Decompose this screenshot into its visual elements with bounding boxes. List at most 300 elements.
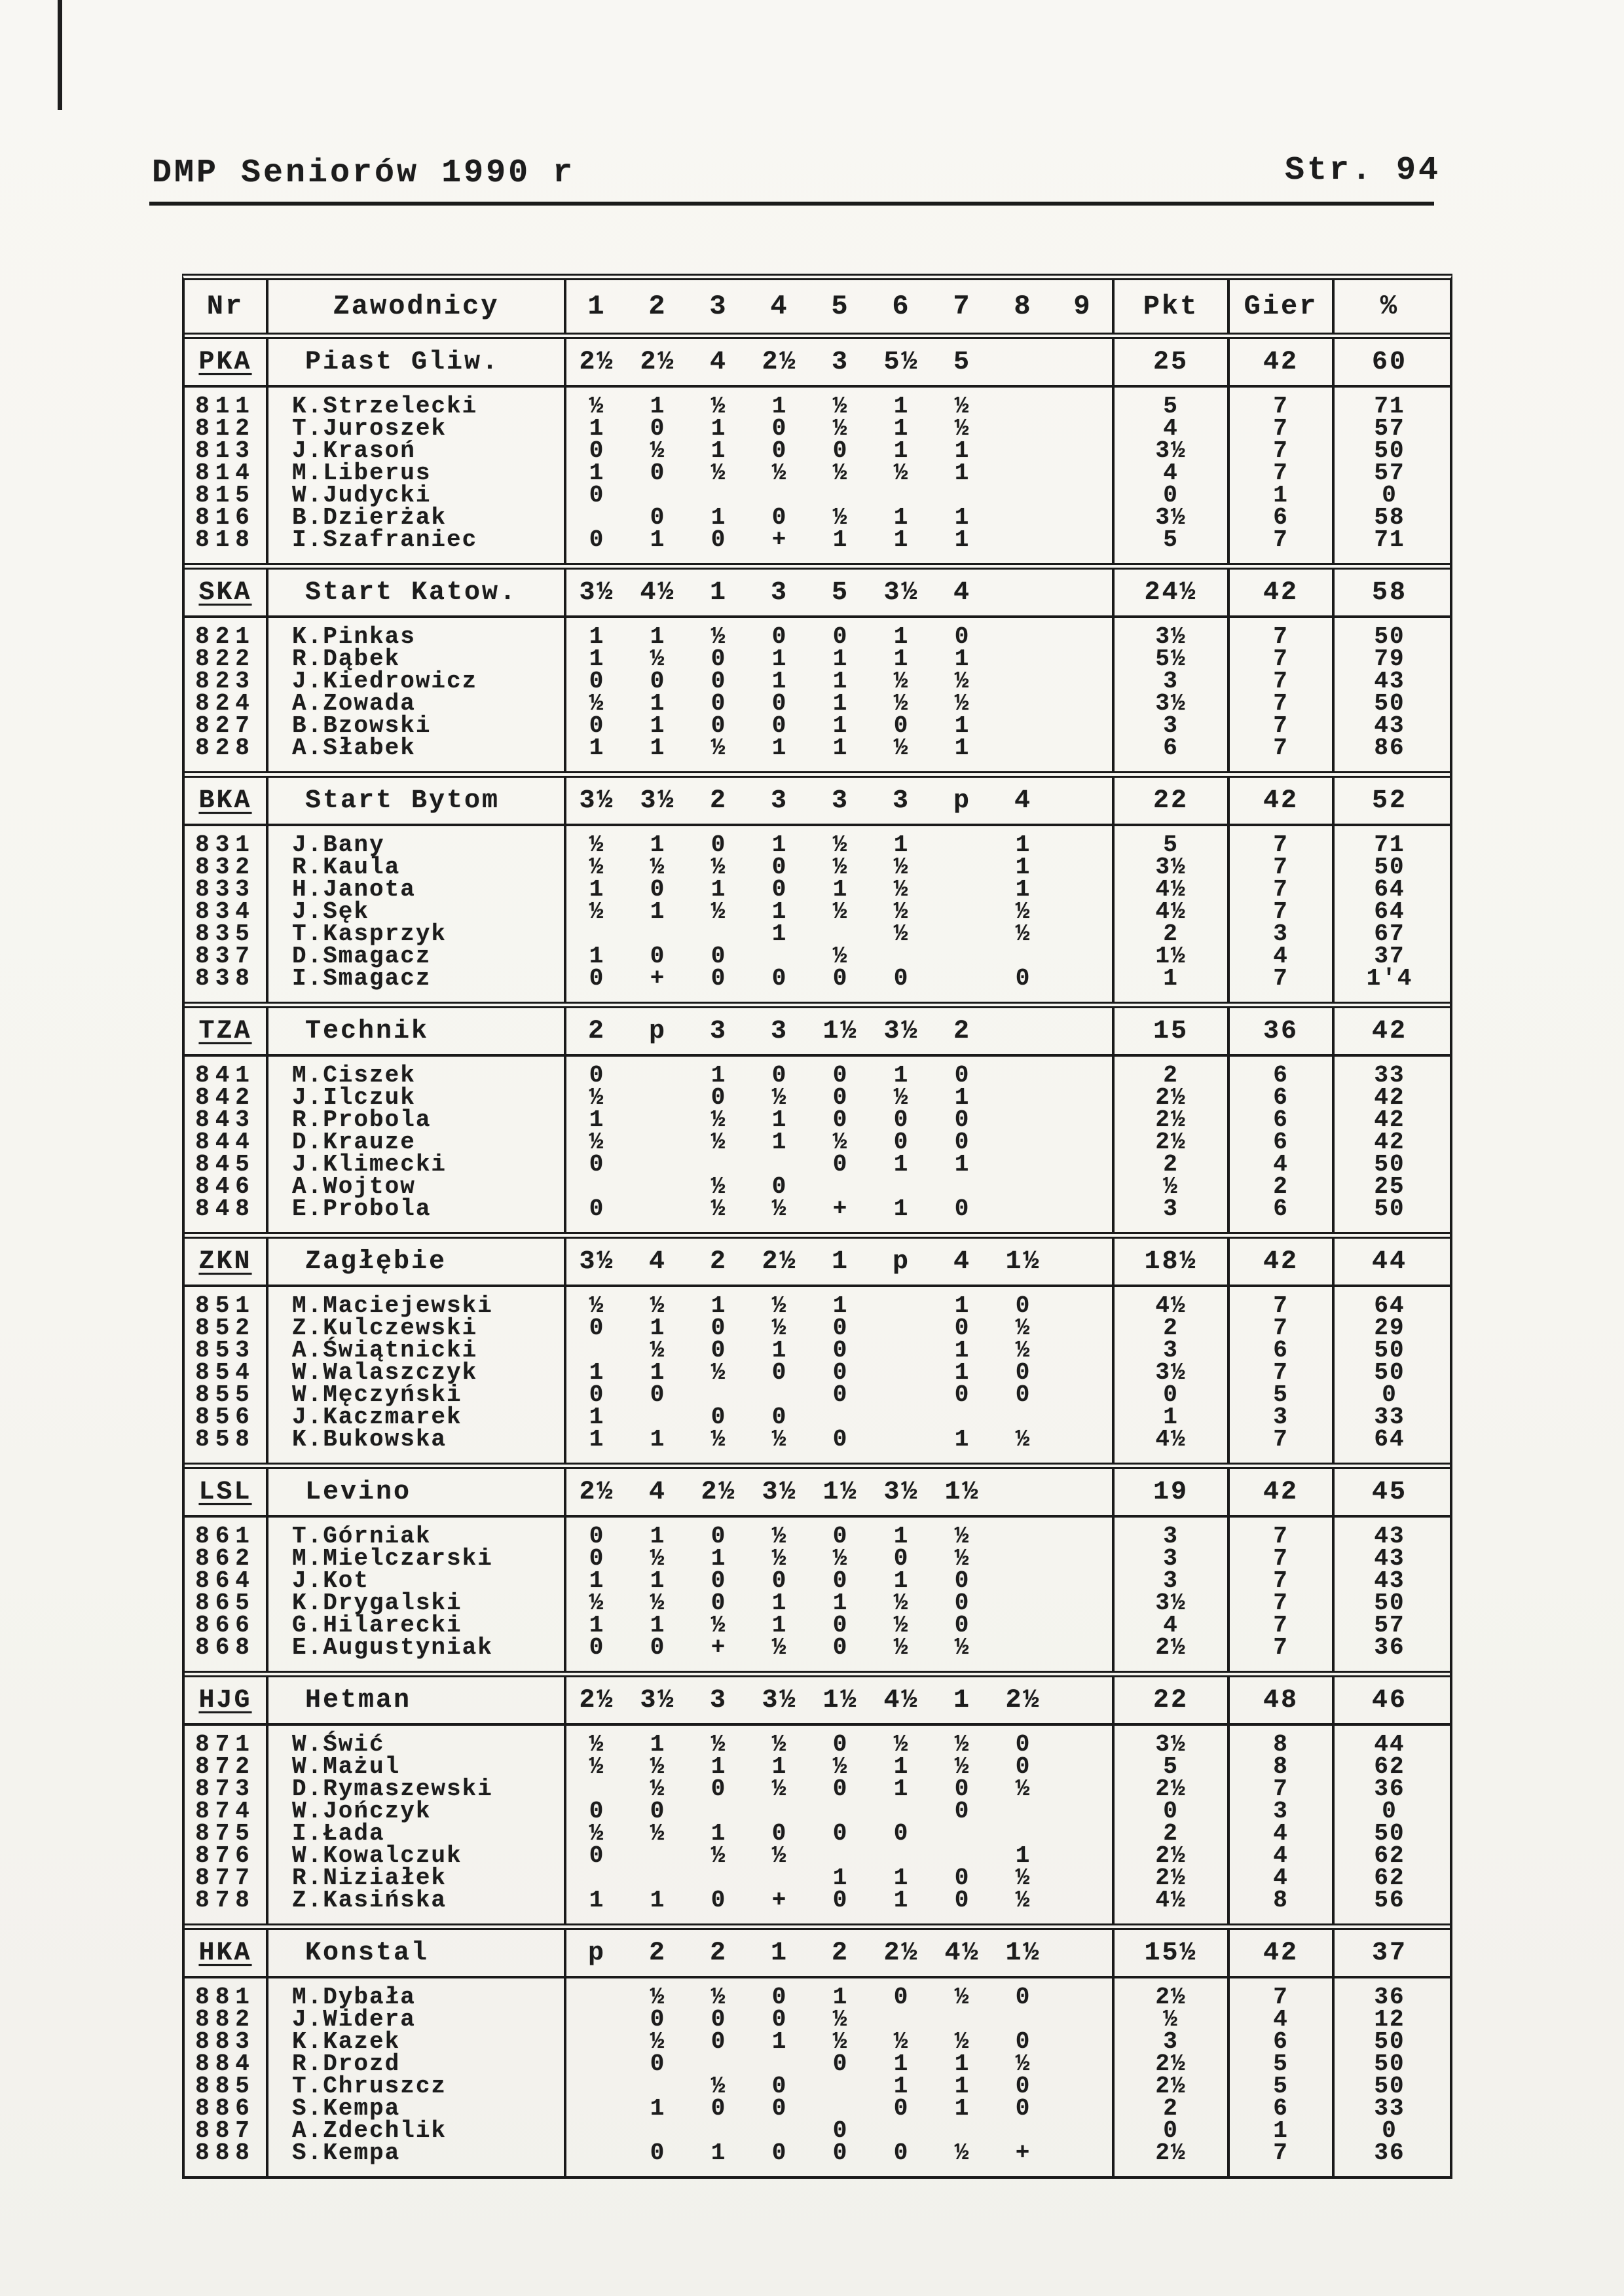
player-pct: 50: [1374, 1590, 1405, 1616]
player-row: [185, 437, 1450, 464]
player-round-3: 0: [710, 526, 727, 553]
spacer-nr: [185, 1220, 268, 1232]
player-row: [185, 395, 1450, 418]
player-round-1: [566, 923, 627, 945]
player-pct: 62: [1374, 1753, 1405, 1780]
player-round-1: [566, 1867, 627, 1889]
player-pkt: 3½: [1115, 507, 1230, 529]
spacer-round-6: [871, 990, 932, 1002]
player-round-6: ½: [893, 898, 910, 925]
spacer-round-2: [627, 1659, 688, 1671]
player-round-2: 0: [650, 2140, 666, 2166]
player-name: W.Jończyk: [268, 1800, 566, 1823]
player-round-1: 0: [589, 437, 605, 464]
player-round-3: 0: [710, 943, 727, 970]
player-pct: 0: [1382, 482, 1397, 509]
player-round-9: [1054, 1778, 1115, 1800]
spacer-name: [268, 1451, 566, 1463]
player-round-7: ½: [954, 1753, 970, 1780]
team-round-2: 3½: [640, 786, 676, 816]
player-row: [185, 1317, 1450, 1339]
player-nr-text: 886: [195, 2095, 255, 2122]
player-round-8: [993, 418, 1054, 440]
player-round-2: 1: [650, 1612, 666, 1639]
spacer-round-7: [932, 1659, 993, 1671]
player-round-8: ½: [1015, 920, 1031, 947]
player-round-6: 1: [893, 504, 910, 531]
player-round-2: 0: [650, 876, 666, 903]
spacer-gier: [1230, 990, 1335, 1002]
player-round-3: [688, 923, 749, 945]
player-name: E.Augustyniak: [268, 1637, 566, 1659]
player-pct: 58: [1374, 504, 1405, 531]
player-round-1: 1: [589, 460, 605, 486]
player-round-1: ½: [589, 831, 605, 858]
player-row: [185, 690, 1450, 717]
player-round-6: 0: [893, 712, 910, 739]
team-pkt: 18½: [1115, 1239, 1230, 1285]
team-pct: 46: [1371, 1685, 1407, 1715]
player-round-9: [1054, 1295, 1115, 1317]
player-round-6: [871, 1429, 932, 1451]
player-nr: [185, 2050, 268, 2077]
player-round-7: [932, 901, 993, 923]
player-round-5: [810, 1176, 871, 1198]
player-round-4: 0: [771, 623, 788, 650]
player-round-8: ½: [1015, 1426, 1031, 1453]
spacer-round-5: [810, 1659, 871, 1671]
spacer-round-6: [871, 759, 932, 771]
player-round-5: ½: [832, 460, 849, 486]
player-pct: 12: [1374, 2006, 1405, 2033]
player-round-8: ½: [1015, 1887, 1031, 1914]
player-round-1: 0: [589, 1842, 605, 1869]
player-row: [185, 1292, 1450, 1319]
player-round-6: [871, 1384, 932, 1406]
player-round-7: [932, 879, 993, 901]
player-round-3: 1: [710, 876, 727, 903]
player-round-7: [932, 1176, 993, 1198]
player-round-5: ½: [832, 2028, 849, 2055]
player-pkt: 2½: [1115, 1637, 1230, 1659]
player-pkt: 3½: [1115, 440, 1230, 462]
player-round-6: [871, 1295, 932, 1317]
player-round-6: 0: [893, 1129, 910, 1156]
spacer-round-4: [749, 759, 810, 771]
team-round-4: 3: [770, 1016, 788, 1046]
player-round-4: 1: [771, 1106, 788, 1133]
player-round-8: [993, 2120, 1054, 2142]
player-name: M.Dybała: [268, 1986, 566, 2009]
player-gier: 5: [1230, 2053, 1335, 2075]
team-pct: 42: [1371, 1016, 1407, 1046]
player-round-1: 1: [589, 646, 605, 672]
player-round-8: [993, 1592, 1054, 1614]
player-name: J.Ilczuk: [268, 1087, 566, 1109]
player-row: [185, 1567, 1450, 1594]
player-round-7: [932, 968, 993, 990]
player-nr-text: 823: [195, 668, 255, 695]
player-round-7: 1: [954, 526, 970, 553]
spacer-pct: [1335, 2164, 1445, 2176]
team-round-9: [1054, 778, 1115, 824]
team-pct: 52: [1371, 786, 1407, 816]
player-row: [185, 1131, 1450, 1154]
player-nr-text: 822: [195, 646, 255, 672]
player-gier: 7: [1230, 1548, 1335, 1570]
block-spacer: [185, 990, 1450, 1002]
player-name: J.Kot: [268, 1570, 566, 1592]
player-pkt: 2: [1115, 1317, 1230, 1339]
col-header-zawodnicy: Zawodnicy: [268, 280, 566, 333]
player-row: [185, 1778, 1450, 1800]
spacer-gier: [1230, 551, 1335, 563]
player-round-8: 1: [1015, 854, 1031, 881]
player-round-2: ½: [650, 1820, 666, 1847]
player-round-2: 1: [650, 2095, 666, 2122]
player-name: M.Mielczarski: [268, 1548, 566, 1570]
player-round-7: 0: [954, 1865, 970, 1891]
spacer-nr: [185, 759, 268, 771]
spacer-round-4: [749, 990, 810, 1002]
spacer-round-9: [1054, 388, 1115, 395]
player-round-1: [566, 1778, 627, 1800]
player-nr-text: 842: [195, 1084, 255, 1111]
player-round-3: 1: [710, 415, 727, 442]
player-name: Z.Kasińska: [268, 1889, 566, 1912]
player-round-8: [993, 1406, 1054, 1429]
player-round-9: [1054, 626, 1115, 648]
player-gier: 7: [1230, 1317, 1335, 1339]
player-pkt: 0: [1115, 1800, 1230, 1823]
player-round-9: [1054, 440, 1115, 462]
spacer-round-9: [1054, 1057, 1115, 1065]
team-round-3: 3: [709, 1016, 728, 1046]
player-row: [185, 1820, 1450, 1847]
player-round-7: 1: [954, 2073, 970, 2100]
player-round-8: [993, 1570, 1054, 1592]
player-round-4: 0: [771, 504, 788, 531]
player-nr-text: 866: [195, 1612, 255, 1639]
team-round-5: 1: [831, 1247, 849, 1277]
player-round-7: ½: [954, 393, 970, 420]
player-round-5: 0: [832, 2117, 849, 2144]
player-pkt: ½: [1115, 1176, 1230, 1198]
player-pkt: 3: [1115, 1525, 1230, 1548]
player-round-8: 0: [1015, 1292, 1031, 1319]
player-gier: 6: [1230, 1339, 1335, 1362]
spacer-name: [268, 551, 566, 563]
spacer-round-3: [688, 551, 749, 563]
spacer-pct: [1335, 1912, 1445, 1923]
player-round-4: 1: [771, 668, 788, 695]
player-nr-text: 848: [195, 1195, 255, 1222]
player-round-4: 0: [771, 415, 788, 442]
player-round-1: 0: [589, 1195, 605, 1222]
player-round-1: [566, 2031, 627, 2053]
spacer-name: [268, 1912, 566, 1923]
player-nr: [185, 1614, 268, 1637]
player-pkt: 3½: [1115, 626, 1230, 648]
spacer-pkt: [1115, 990, 1230, 1002]
page-title: DMP Seniorów 1990 r: [152, 155, 576, 192]
spacer-round-8: [993, 551, 1054, 563]
player-nr: [185, 2028, 268, 2055]
spacer-round-4: [749, 1451, 810, 1463]
player-round-9: [1054, 834, 1115, 856]
player-pct: 56: [1374, 1887, 1405, 1914]
player-name: S.Kempa: [268, 2098, 566, 2120]
player-name: W.Kowalczuk: [268, 1845, 566, 1867]
player-round-6: 0: [893, 1545, 910, 1572]
player-round-3: 0: [710, 668, 727, 695]
player-pct: 64: [1374, 1292, 1405, 1319]
team-round-5: 3: [831, 786, 849, 816]
player-round-9: [1054, 856, 1115, 879]
player-nr-text: 875: [195, 1820, 255, 1847]
player-round-1: 0: [589, 1315, 605, 1341]
player-round-3: ½: [710, 854, 727, 881]
team-pct: 58: [1371, 577, 1407, 608]
team-pkt: 24½: [1115, 570, 1230, 615]
player-round-7: ½: [954, 1731, 970, 1758]
player-round-4: 0: [771, 854, 788, 881]
player-round-5: ½: [832, 831, 849, 858]
player-nr-text: 876: [195, 1842, 255, 1869]
player-round-2: [627, 1109, 688, 1131]
player-round-1: ½: [589, 1129, 605, 1156]
team-round-6: 3½: [883, 577, 919, 608]
team-name: Piast Gliw.: [268, 339, 566, 385]
player-nr-text: 877: [195, 1865, 255, 1891]
team-round-6: 3½: [883, 1016, 919, 1046]
spacer-pct: [1335, 990, 1445, 1002]
player-round-8: [993, 1823, 1054, 1845]
team-nr-text: PKA: [198, 347, 252, 377]
player-round-1: 1: [589, 1426, 605, 1453]
team-nr: [185, 1930, 268, 1976]
player-round-8: [993, 462, 1054, 484]
player-pct: 67: [1374, 920, 1405, 947]
player-round-2: 1: [650, 1523, 666, 1550]
player-name: M.Liberus: [268, 462, 566, 484]
spacer-round-2: [627, 1912, 688, 1923]
player-round-7: 0: [954, 1062, 970, 1089]
team-name: Levino: [268, 1469, 566, 1515]
team-round-3: 1: [709, 577, 728, 608]
player-round-7: 0: [954, 1195, 970, 1222]
player-round-6: 1: [893, 2073, 910, 2100]
player-nr-text: 834: [195, 898, 255, 925]
player-round-1: ½: [589, 1753, 605, 1780]
player-pct: 62: [1374, 1842, 1405, 1869]
player-round-1: [566, 507, 627, 529]
player-round-3: ½: [710, 1612, 727, 1639]
player-nr-text: 858: [195, 1426, 255, 1453]
player-round-5: 0: [832, 1612, 849, 1639]
player-name: T.Kasprzyk: [268, 923, 566, 945]
team-round-1: 2½: [579, 1685, 615, 1715]
team-round-7: 4: [953, 577, 971, 608]
player-round-4: ½: [771, 1776, 788, 1802]
spacer-round-9: [1054, 1726, 1115, 1734]
team-round-2: p: [648, 1016, 667, 1046]
player-name: A.Słabek: [268, 737, 566, 759]
player-nr: [185, 1867, 268, 1889]
spacer-pkt: [1115, 551, 1230, 563]
player-gier: 7: [1230, 648, 1335, 670]
player-pkt: 2½: [1115, 1986, 1230, 2009]
player-round-8: 0: [1015, 1381, 1031, 1408]
player-nr-text: 862: [195, 1545, 255, 1572]
team-round-9: [1054, 1008, 1115, 1054]
team-round-7: 4½: [944, 1938, 980, 1968]
player-gier: 6: [1230, 1065, 1335, 1087]
player-round-6: [871, 2009, 932, 2031]
player-nr: [185, 920, 268, 947]
player-gier: 7: [1230, 1986, 1335, 2009]
player-round-5: ½: [832, 943, 849, 970]
player-round-1: 1: [589, 1359, 605, 1386]
player-pkt: 4: [1115, 462, 1230, 484]
player-round-9: [1054, 1889, 1115, 1912]
team-round-8: [993, 339, 1054, 385]
spacer-round-2: [627, 1220, 688, 1232]
block-spacer: [185, 1220, 1450, 1232]
player-round-2: [627, 1131, 688, 1154]
player-round-6: [871, 1362, 932, 1384]
player-row: [185, 2095, 1450, 2122]
player-pct: 50: [1374, 2073, 1405, 2100]
player-round-9: [1054, 1429, 1115, 1451]
col-header-pct: %: [1380, 291, 1399, 322]
player-round-5: 0: [832, 965, 849, 992]
player-round-9: [1054, 1198, 1115, 1220]
spacer-round-7: [932, 2164, 993, 2176]
player-round-9: [1054, 1131, 1115, 1154]
player-row: [185, 670, 1450, 693]
player-round-8: ½: [1015, 1337, 1031, 1364]
player-row: [185, 2075, 1450, 2098]
player-round-9: [1054, 395, 1115, 418]
player-round-3: ½: [710, 1984, 727, 2011]
player-round-2: 0: [650, 668, 666, 695]
player-round-2: ½: [650, 1337, 666, 1364]
player-round-7: 0: [954, 623, 970, 650]
player-round-3: ½: [710, 2073, 727, 2100]
player-pkt: 2½: [1115, 1131, 1230, 1154]
player-round-3: ½: [710, 623, 727, 650]
player-gier: 6: [1230, 2031, 1335, 2053]
player-round-1: 1: [589, 623, 605, 650]
team-round-7: 1½: [944, 1477, 980, 1507]
player-round-7: ½: [954, 1634, 970, 1661]
player-name: W.Walaszczyk: [268, 1362, 566, 1384]
player-round-3: 0: [710, 1590, 727, 1616]
player-round-8: [993, 2009, 1054, 2031]
player-round-4: 0: [771, 1984, 788, 2011]
player-round-6: [871, 2120, 932, 2142]
player-round-3: 0: [710, 2006, 727, 2033]
player-round-7: 1: [954, 1151, 970, 1178]
player-round-4: 1: [771, 920, 788, 947]
player-round-4: ½: [771, 1315, 788, 1341]
spacer-round-3: [688, 1659, 749, 1671]
player-round-1: ½: [589, 1731, 605, 1758]
player-round-9: [1054, 968, 1115, 990]
team-name: Start Bytom: [268, 778, 566, 824]
player-round-9: [1054, 2009, 1115, 2031]
spacer-round-3: [688, 1451, 749, 1463]
player-nr: [185, 2006, 268, 2033]
player-round-1: ½: [589, 854, 605, 881]
player-row: [185, 2050, 1450, 2077]
player-row: [185, 1151, 1450, 1178]
player-round-1: ½: [589, 1590, 605, 1616]
player-name: T.Górniak: [268, 1525, 566, 1548]
player-row: [185, 1062, 1450, 1089]
player-gier: 6: [1230, 2098, 1335, 2120]
player-round-6: ½: [893, 1731, 910, 1758]
player-round-7: 0: [954, 1381, 970, 1408]
player-nr-text: 815: [195, 482, 255, 509]
player-nr: [185, 945, 268, 968]
player-row: [185, 1525, 1450, 1548]
player-name: I.Łada: [268, 1823, 566, 1845]
team-header-row: [185, 570, 1450, 618]
player-name: R.Dąbek: [268, 648, 566, 670]
player-round-4: +: [771, 526, 788, 553]
player-pct: 36: [1374, 1634, 1405, 1661]
spacer-round-2: [627, 2164, 688, 2176]
team-round-1: p: [587, 1938, 606, 1968]
player-nr-text: 824: [195, 690, 255, 717]
player-round-8: [993, 693, 1054, 715]
player-round-3: 0: [710, 1567, 727, 1594]
spacer-round-1: [566, 1220, 627, 1232]
spacer-nr: [185, 1912, 268, 1923]
player-round-4: 0: [771, 965, 788, 992]
scan-edge-artifact: [58, 0, 62, 110]
team-name: Hetman: [268, 1677, 566, 1723]
player-round-1: 1: [589, 1567, 605, 1594]
player-pkt: 2½: [1115, 1778, 1230, 1800]
player-round-4: ½: [771, 1426, 788, 1453]
player-round-8: 0: [1015, 965, 1031, 992]
player-round-2: [627, 1176, 688, 1198]
player-nr-text: 872: [195, 1753, 255, 1780]
player-round-5: ½: [832, 898, 849, 925]
player-gier: 7: [1230, 2142, 1335, 2164]
player-round-3: 0: [710, 2095, 727, 2122]
player-round-2: ½: [650, 1545, 666, 1572]
player-name: R.Kaula: [268, 856, 566, 879]
team-block: [185, 1671, 1450, 1923]
team-gier: 42: [1230, 778, 1335, 824]
player-row: [185, 1842, 1450, 1869]
team-name: Konstal: [268, 1930, 566, 1976]
player-round-5: 0: [832, 1820, 849, 1847]
team-pkt: 15½: [1115, 1930, 1230, 1976]
player-gier: 7: [1230, 626, 1335, 648]
player-nr-text: 868: [195, 1634, 255, 1661]
player-pkt: 1: [1115, 968, 1230, 990]
player-round-3: 1: [710, 1753, 727, 1780]
player-round-4: [749, 1384, 810, 1406]
team-gier: 42: [1230, 1930, 1335, 1976]
player-gier: 7: [1230, 1637, 1335, 1659]
team-round-1: 3½: [579, 786, 615, 816]
